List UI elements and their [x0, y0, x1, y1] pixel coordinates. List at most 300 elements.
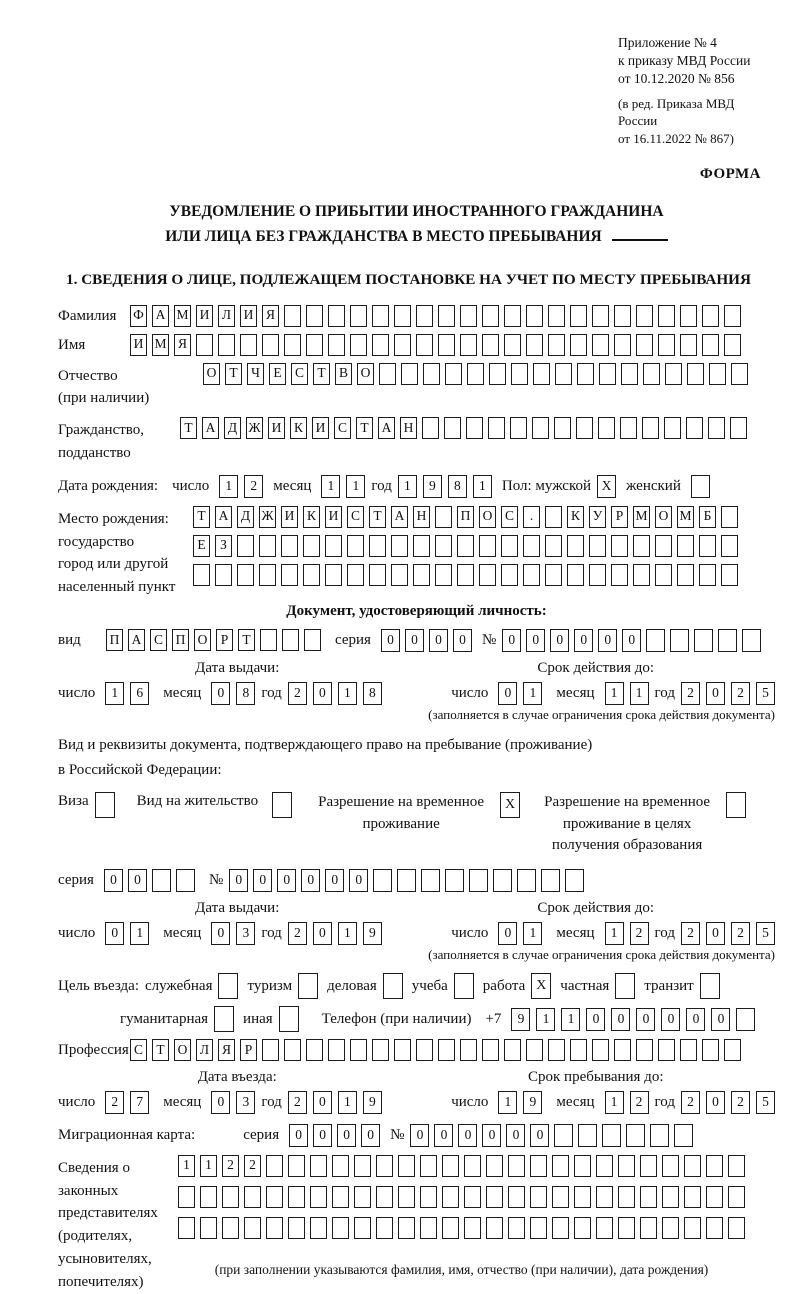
char-box[interactable]	[262, 1039, 279, 1061]
char-box[interactable]	[288, 1217, 305, 1239]
char-box[interactable]	[489, 363, 506, 385]
char-box[interactable]: 5	[756, 682, 775, 705]
char-box[interactable]	[244, 1186, 261, 1208]
char-box[interactable]	[602, 1124, 621, 1147]
char-box[interactable]	[570, 305, 587, 327]
char-box[interactable]: 0	[458, 1124, 477, 1147]
char-box[interactable]	[655, 535, 672, 557]
char-box[interactable]: 2	[630, 1091, 649, 1114]
char-box[interactable]: 1	[338, 922, 357, 945]
char-box[interactable]	[545, 564, 562, 586]
char-box[interactable]: 1	[473, 475, 492, 498]
char-box[interactable]	[332, 1217, 349, 1239]
char-box[interactable]	[347, 564, 364, 586]
char-box[interactable]	[196, 334, 213, 356]
char-box[interactable]	[706, 1155, 723, 1177]
char-box[interactable]: Я	[174, 334, 191, 356]
char-box[interactable]	[731, 363, 748, 385]
char-box[interactable]	[422, 417, 439, 439]
char-box[interactable]	[435, 535, 452, 557]
char-box[interactable]	[532, 417, 549, 439]
char-box[interactable]	[736, 1008, 755, 1031]
char-box[interactable]: Н	[413, 506, 430, 528]
char-box[interactable]: 2	[105, 1091, 124, 1114]
char-box[interactable]: И	[268, 417, 285, 439]
char-box[interactable]: 0	[622, 629, 641, 652]
char-box[interactable]: Ж	[246, 417, 263, 439]
char-box[interactable]: 0	[686, 1008, 705, 1031]
char-box[interactable]: И	[312, 417, 329, 439]
char-box[interactable]	[332, 1155, 349, 1177]
char-box[interactable]	[643, 363, 660, 385]
char-box[interactable]: 6	[130, 682, 149, 705]
char-box[interactable]	[570, 1039, 587, 1061]
char-box[interactable]: 0	[598, 629, 617, 652]
char-box[interactable]	[548, 305, 565, 327]
char-box[interactable]	[328, 1039, 345, 1061]
char-box[interactable]: X	[500, 792, 520, 818]
char-box[interactable]: П	[457, 506, 474, 528]
char-box[interactable]	[467, 363, 484, 385]
char-box[interactable]	[376, 1155, 393, 1177]
char-box[interactable]	[742, 629, 761, 652]
char-box[interactable]	[298, 973, 318, 999]
char-box[interactable]	[95, 792, 115, 818]
char-box[interactable]	[576, 417, 593, 439]
char-box[interactable]: 0	[506, 1124, 525, 1147]
char-box[interactable]	[691, 475, 710, 498]
char-box[interactable]: Я	[262, 305, 279, 327]
char-box[interactable]	[259, 564, 276, 586]
char-box[interactable]: О	[174, 1039, 191, 1061]
char-box[interactable]	[662, 1155, 679, 1177]
char-box[interactable]	[504, 334, 521, 356]
char-box[interactable]	[567, 564, 584, 586]
char-box[interactable]: 0	[498, 922, 517, 945]
char-box[interactable]: В	[335, 363, 352, 385]
char-box[interactable]	[178, 1217, 195, 1239]
char-box[interactable]	[687, 363, 704, 385]
char-box[interactable]: К	[567, 506, 584, 528]
char-box[interactable]: О	[357, 363, 374, 385]
char-box[interactable]	[599, 363, 616, 385]
char-box[interactable]	[438, 305, 455, 327]
char-box[interactable]	[464, 1217, 481, 1239]
char-box[interactable]	[501, 535, 518, 557]
char-box[interactable]: И	[196, 305, 213, 327]
char-box[interactable]: Д	[224, 417, 241, 439]
char-box[interactable]: Р	[611, 506, 628, 528]
char-box[interactable]: 0	[574, 629, 593, 652]
char-box[interactable]	[284, 334, 301, 356]
char-box[interactable]: 2	[288, 1091, 307, 1114]
char-box[interactable]: 1	[561, 1008, 580, 1031]
char-box[interactable]	[488, 417, 505, 439]
char-box[interactable]	[728, 1217, 745, 1239]
char-box[interactable]	[706, 1186, 723, 1208]
char-box[interactable]	[677, 564, 694, 586]
char-box[interactable]: 2	[222, 1155, 239, 1177]
char-box[interactable]	[615, 973, 635, 999]
char-box[interactable]	[533, 363, 550, 385]
char-box[interactable]	[598, 417, 615, 439]
char-box[interactable]: 2	[244, 475, 263, 498]
char-box[interactable]	[504, 1039, 521, 1061]
char-box[interactable]: 0	[105, 922, 124, 945]
char-box[interactable]: 1	[398, 475, 417, 498]
char-box[interactable]	[284, 305, 301, 327]
char-box[interactable]: 1	[536, 1008, 555, 1031]
char-box[interactable]: 0	[711, 1008, 730, 1031]
char-box[interactable]: Б	[699, 506, 716, 528]
char-box[interactable]	[420, 1217, 437, 1239]
char-box[interactable]	[665, 363, 682, 385]
char-box[interactable]	[633, 535, 650, 557]
char-box[interactable]	[332, 1186, 349, 1208]
char-box[interactable]	[200, 1217, 217, 1239]
char-box[interactable]: 0	[530, 1124, 549, 1147]
char-box[interactable]: X	[531, 973, 551, 999]
char-box[interactable]	[310, 1155, 327, 1177]
char-box[interactable]	[618, 1186, 635, 1208]
char-box[interactable]: 9	[363, 922, 382, 945]
char-box[interactable]: 0	[337, 1124, 356, 1147]
char-box[interactable]: Т	[238, 629, 255, 651]
char-box[interactable]	[310, 1217, 327, 1239]
char-box[interactable]: 1	[130, 922, 149, 945]
char-box[interactable]	[526, 334, 543, 356]
char-box[interactable]	[614, 1039, 631, 1061]
char-box[interactable]	[640, 1155, 657, 1177]
char-box[interactable]: П	[106, 629, 123, 651]
char-box[interactable]	[435, 506, 452, 528]
char-box[interactable]	[592, 1039, 609, 1061]
char-box[interactable]	[218, 334, 235, 356]
char-box[interactable]	[284, 1039, 301, 1061]
char-box[interactable]	[680, 305, 697, 327]
char-box[interactable]	[394, 305, 411, 327]
char-box[interactable]	[391, 564, 408, 586]
char-box[interactable]: О	[194, 629, 211, 651]
char-box[interactable]	[260, 629, 277, 651]
char-box[interactable]	[413, 564, 430, 586]
char-box[interactable]: 0	[405, 629, 424, 652]
char-box[interactable]: 2	[681, 922, 700, 945]
char-box[interactable]: 0	[550, 629, 569, 652]
char-box[interactable]	[391, 535, 408, 557]
char-box[interactable]	[554, 417, 571, 439]
char-box[interactable]	[724, 305, 741, 327]
char-box[interactable]	[397, 869, 416, 892]
char-box[interactable]: 2	[681, 682, 700, 705]
char-box[interactable]	[721, 535, 738, 557]
char-box[interactable]	[640, 1217, 657, 1239]
char-box[interactable]	[699, 564, 716, 586]
char-box[interactable]: К	[290, 417, 307, 439]
char-box[interactable]: 2	[630, 922, 649, 945]
char-box[interactable]	[511, 363, 528, 385]
char-box[interactable]: 2	[731, 922, 750, 945]
char-box[interactable]: Т	[369, 506, 386, 528]
char-box[interactable]: 0	[313, 1124, 332, 1147]
char-box[interactable]: Р	[240, 1039, 257, 1061]
char-box[interactable]	[200, 1186, 217, 1208]
char-box[interactable]: 8	[363, 682, 382, 705]
char-box[interactable]	[552, 1155, 569, 1177]
char-box[interactable]	[721, 564, 738, 586]
char-box[interactable]: Е	[269, 363, 286, 385]
char-box[interactable]: И	[325, 506, 342, 528]
char-box[interactable]	[508, 1155, 525, 1177]
char-box[interactable]: 3	[236, 922, 255, 945]
char-box[interactable]	[464, 1155, 481, 1177]
char-box[interactable]	[445, 363, 462, 385]
char-box[interactable]	[354, 1217, 371, 1239]
char-box[interactable]: 2	[731, 1091, 750, 1114]
char-box[interactable]	[435, 564, 452, 586]
char-box[interactable]: 1	[605, 1091, 624, 1114]
char-box[interactable]: Ф	[130, 305, 147, 327]
char-box[interactable]: 0	[381, 629, 400, 652]
char-box[interactable]: 0	[289, 1124, 308, 1147]
char-box[interactable]	[304, 629, 321, 651]
char-box[interactable]	[552, 1217, 569, 1239]
char-box[interactable]: М	[633, 506, 650, 528]
char-box[interactable]: 0	[429, 629, 448, 652]
char-box[interactable]	[694, 629, 713, 652]
char-box[interactable]	[482, 1039, 499, 1061]
char-box[interactable]: 2	[288, 682, 307, 705]
char-box[interactable]	[442, 1155, 459, 1177]
char-box[interactable]	[726, 792, 746, 818]
char-box[interactable]	[479, 535, 496, 557]
char-box[interactable]	[288, 1186, 305, 1208]
char-box[interactable]: М	[152, 334, 169, 356]
char-box[interactable]	[614, 334, 631, 356]
char-box[interactable]	[646, 629, 665, 652]
char-box[interactable]: Т	[193, 506, 210, 528]
char-box[interactable]	[592, 334, 609, 356]
char-box[interactable]	[633, 564, 650, 586]
char-box[interactable]: 3	[236, 1091, 255, 1114]
char-box[interactable]	[555, 363, 572, 385]
char-box[interactable]	[310, 1186, 327, 1208]
char-box[interactable]: Е	[193, 535, 210, 557]
char-box[interactable]: Р	[216, 629, 233, 651]
char-box[interactable]	[548, 334, 565, 356]
char-box[interactable]	[460, 334, 477, 356]
char-box[interactable]: .	[523, 506, 540, 528]
char-box[interactable]: Л	[196, 1039, 213, 1061]
char-box[interactable]	[214, 1006, 234, 1032]
char-box[interactable]	[517, 869, 536, 892]
char-box[interactable]: 0	[453, 629, 472, 652]
char-box[interactable]	[394, 334, 411, 356]
char-box[interactable]	[545, 506, 562, 528]
char-box[interactable]	[272, 792, 292, 818]
char-box[interactable]: О	[479, 506, 496, 528]
char-box[interactable]	[303, 535, 320, 557]
char-box[interactable]	[347, 535, 364, 557]
char-box[interactable]	[266, 1217, 283, 1239]
char-box[interactable]	[193, 564, 210, 586]
char-box[interactable]	[262, 334, 279, 356]
char-box[interactable]	[178, 1186, 195, 1208]
char-box[interactable]	[376, 1186, 393, 1208]
char-box[interactable]	[222, 1186, 239, 1208]
char-box[interactable]: С	[347, 506, 364, 528]
char-box[interactable]	[379, 363, 396, 385]
char-box[interactable]	[702, 305, 719, 327]
char-box[interactable]: 8	[448, 475, 467, 498]
char-box[interactable]	[709, 363, 726, 385]
char-box[interactable]	[699, 535, 716, 557]
char-box[interactable]: 0	[498, 682, 517, 705]
char-box[interactable]	[281, 564, 298, 586]
char-box[interactable]	[325, 535, 342, 557]
char-box[interactable]: Л	[218, 305, 235, 327]
char-box[interactable]	[636, 1039, 653, 1061]
char-box[interactable]	[662, 1217, 679, 1239]
char-box[interactable]	[416, 305, 433, 327]
char-box[interactable]	[592, 305, 609, 327]
char-box[interactable]	[589, 535, 606, 557]
char-box[interactable]	[684, 1186, 701, 1208]
char-box[interactable]: 0	[104, 869, 123, 892]
char-box[interactable]: 0	[128, 869, 147, 892]
char-box[interactable]	[554, 1124, 573, 1147]
char-box[interactable]	[394, 1039, 411, 1061]
char-box[interactable]: 0	[410, 1124, 429, 1147]
char-box[interactable]	[530, 1186, 547, 1208]
char-box[interactable]: 0	[253, 869, 272, 892]
char-box[interactable]: Т	[313, 363, 330, 385]
char-box[interactable]	[541, 869, 560, 892]
char-box[interactable]	[530, 1155, 547, 1177]
char-box[interactable]: 1	[523, 682, 542, 705]
char-box[interactable]: 5	[756, 922, 775, 945]
char-box[interactable]: 0	[661, 1008, 680, 1031]
char-box[interactable]: А	[391, 506, 408, 528]
char-box[interactable]: К	[303, 506, 320, 528]
char-box[interactable]: 0	[325, 869, 344, 892]
char-box[interactable]	[718, 629, 737, 652]
char-box[interactable]	[266, 1155, 283, 1177]
char-box[interactable]	[464, 1186, 481, 1208]
char-box[interactable]: М	[677, 506, 694, 528]
char-box[interactable]: 2	[681, 1091, 700, 1114]
char-box[interactable]	[350, 1039, 367, 1061]
char-box[interactable]: 1	[605, 922, 624, 945]
char-box[interactable]: 0	[482, 1124, 501, 1147]
char-box[interactable]	[706, 1217, 723, 1239]
char-box[interactable]: Т	[180, 417, 197, 439]
char-box[interactable]	[577, 363, 594, 385]
char-box[interactable]	[611, 535, 628, 557]
char-box[interactable]: 9	[523, 1091, 542, 1114]
char-box[interactable]	[702, 334, 719, 356]
char-box[interactable]	[664, 417, 681, 439]
char-box[interactable]: 0	[706, 922, 725, 945]
char-box[interactable]: 0	[211, 1091, 230, 1114]
char-box[interactable]	[369, 564, 386, 586]
char-box[interactable]: З	[215, 535, 232, 557]
char-box[interactable]	[596, 1186, 613, 1208]
char-box[interactable]: 9	[511, 1008, 530, 1031]
char-box[interactable]	[680, 1039, 697, 1061]
char-box[interactable]: Т	[356, 417, 373, 439]
char-box[interactable]: У	[589, 506, 606, 528]
char-box[interactable]	[658, 305, 675, 327]
char-box[interactable]	[574, 1186, 591, 1208]
char-box[interactable]: С	[130, 1039, 147, 1061]
char-box[interactable]: 1	[346, 475, 365, 498]
char-box[interactable]	[421, 869, 440, 892]
char-box[interactable]	[218, 973, 238, 999]
char-box[interactable]	[567, 535, 584, 557]
char-box[interactable]	[486, 1155, 503, 1177]
char-box[interactable]	[574, 1155, 591, 1177]
char-box[interactable]: 1	[321, 475, 340, 498]
char-box[interactable]	[728, 1155, 745, 1177]
char-box[interactable]	[303, 564, 320, 586]
char-box[interactable]	[611, 564, 628, 586]
char-box[interactable]	[721, 506, 738, 528]
char-box[interactable]	[565, 869, 584, 892]
char-box[interactable]	[486, 1217, 503, 1239]
char-box[interactable]	[376, 1217, 393, 1239]
char-box[interactable]	[350, 334, 367, 356]
char-box[interactable]: А	[215, 506, 232, 528]
char-box[interactable]	[545, 535, 562, 557]
char-box[interactable]	[530, 1217, 547, 1239]
char-box[interactable]	[369, 535, 386, 557]
char-box[interactable]	[423, 363, 440, 385]
char-box[interactable]: 0	[434, 1124, 453, 1147]
char-box[interactable]	[552, 1186, 569, 1208]
char-box[interactable]	[730, 417, 747, 439]
char-box[interactable]: С	[501, 506, 518, 528]
char-box[interactable]	[438, 1039, 455, 1061]
char-box[interactable]	[237, 535, 254, 557]
char-box[interactable]	[684, 1155, 701, 1177]
char-box[interactable]	[215, 564, 232, 586]
char-box[interactable]	[724, 1039, 741, 1061]
char-box[interactable]: 0	[586, 1008, 605, 1031]
char-box[interactable]: 9	[423, 475, 442, 498]
char-box[interactable]	[413, 535, 430, 557]
char-box[interactable]	[266, 1186, 283, 1208]
char-box[interactable]: А	[202, 417, 219, 439]
char-box[interactable]: 1	[200, 1155, 217, 1177]
char-box[interactable]: Ч	[247, 363, 264, 385]
char-box[interactable]	[620, 417, 637, 439]
char-box[interactable]	[460, 1039, 477, 1061]
char-box[interactable]	[420, 1155, 437, 1177]
char-box[interactable]	[444, 417, 461, 439]
char-box[interactable]	[416, 1039, 433, 1061]
char-box[interactable]: 1	[178, 1155, 195, 1177]
char-box[interactable]: 0	[636, 1008, 655, 1031]
char-box[interactable]	[306, 305, 323, 327]
char-box[interactable]: 1	[630, 682, 649, 705]
char-box[interactable]	[708, 417, 725, 439]
char-box[interactable]	[398, 1155, 415, 1177]
char-box[interactable]	[176, 869, 195, 892]
char-box[interactable]	[728, 1186, 745, 1208]
char-box[interactable]	[684, 1217, 701, 1239]
char-box[interactable]	[589, 564, 606, 586]
